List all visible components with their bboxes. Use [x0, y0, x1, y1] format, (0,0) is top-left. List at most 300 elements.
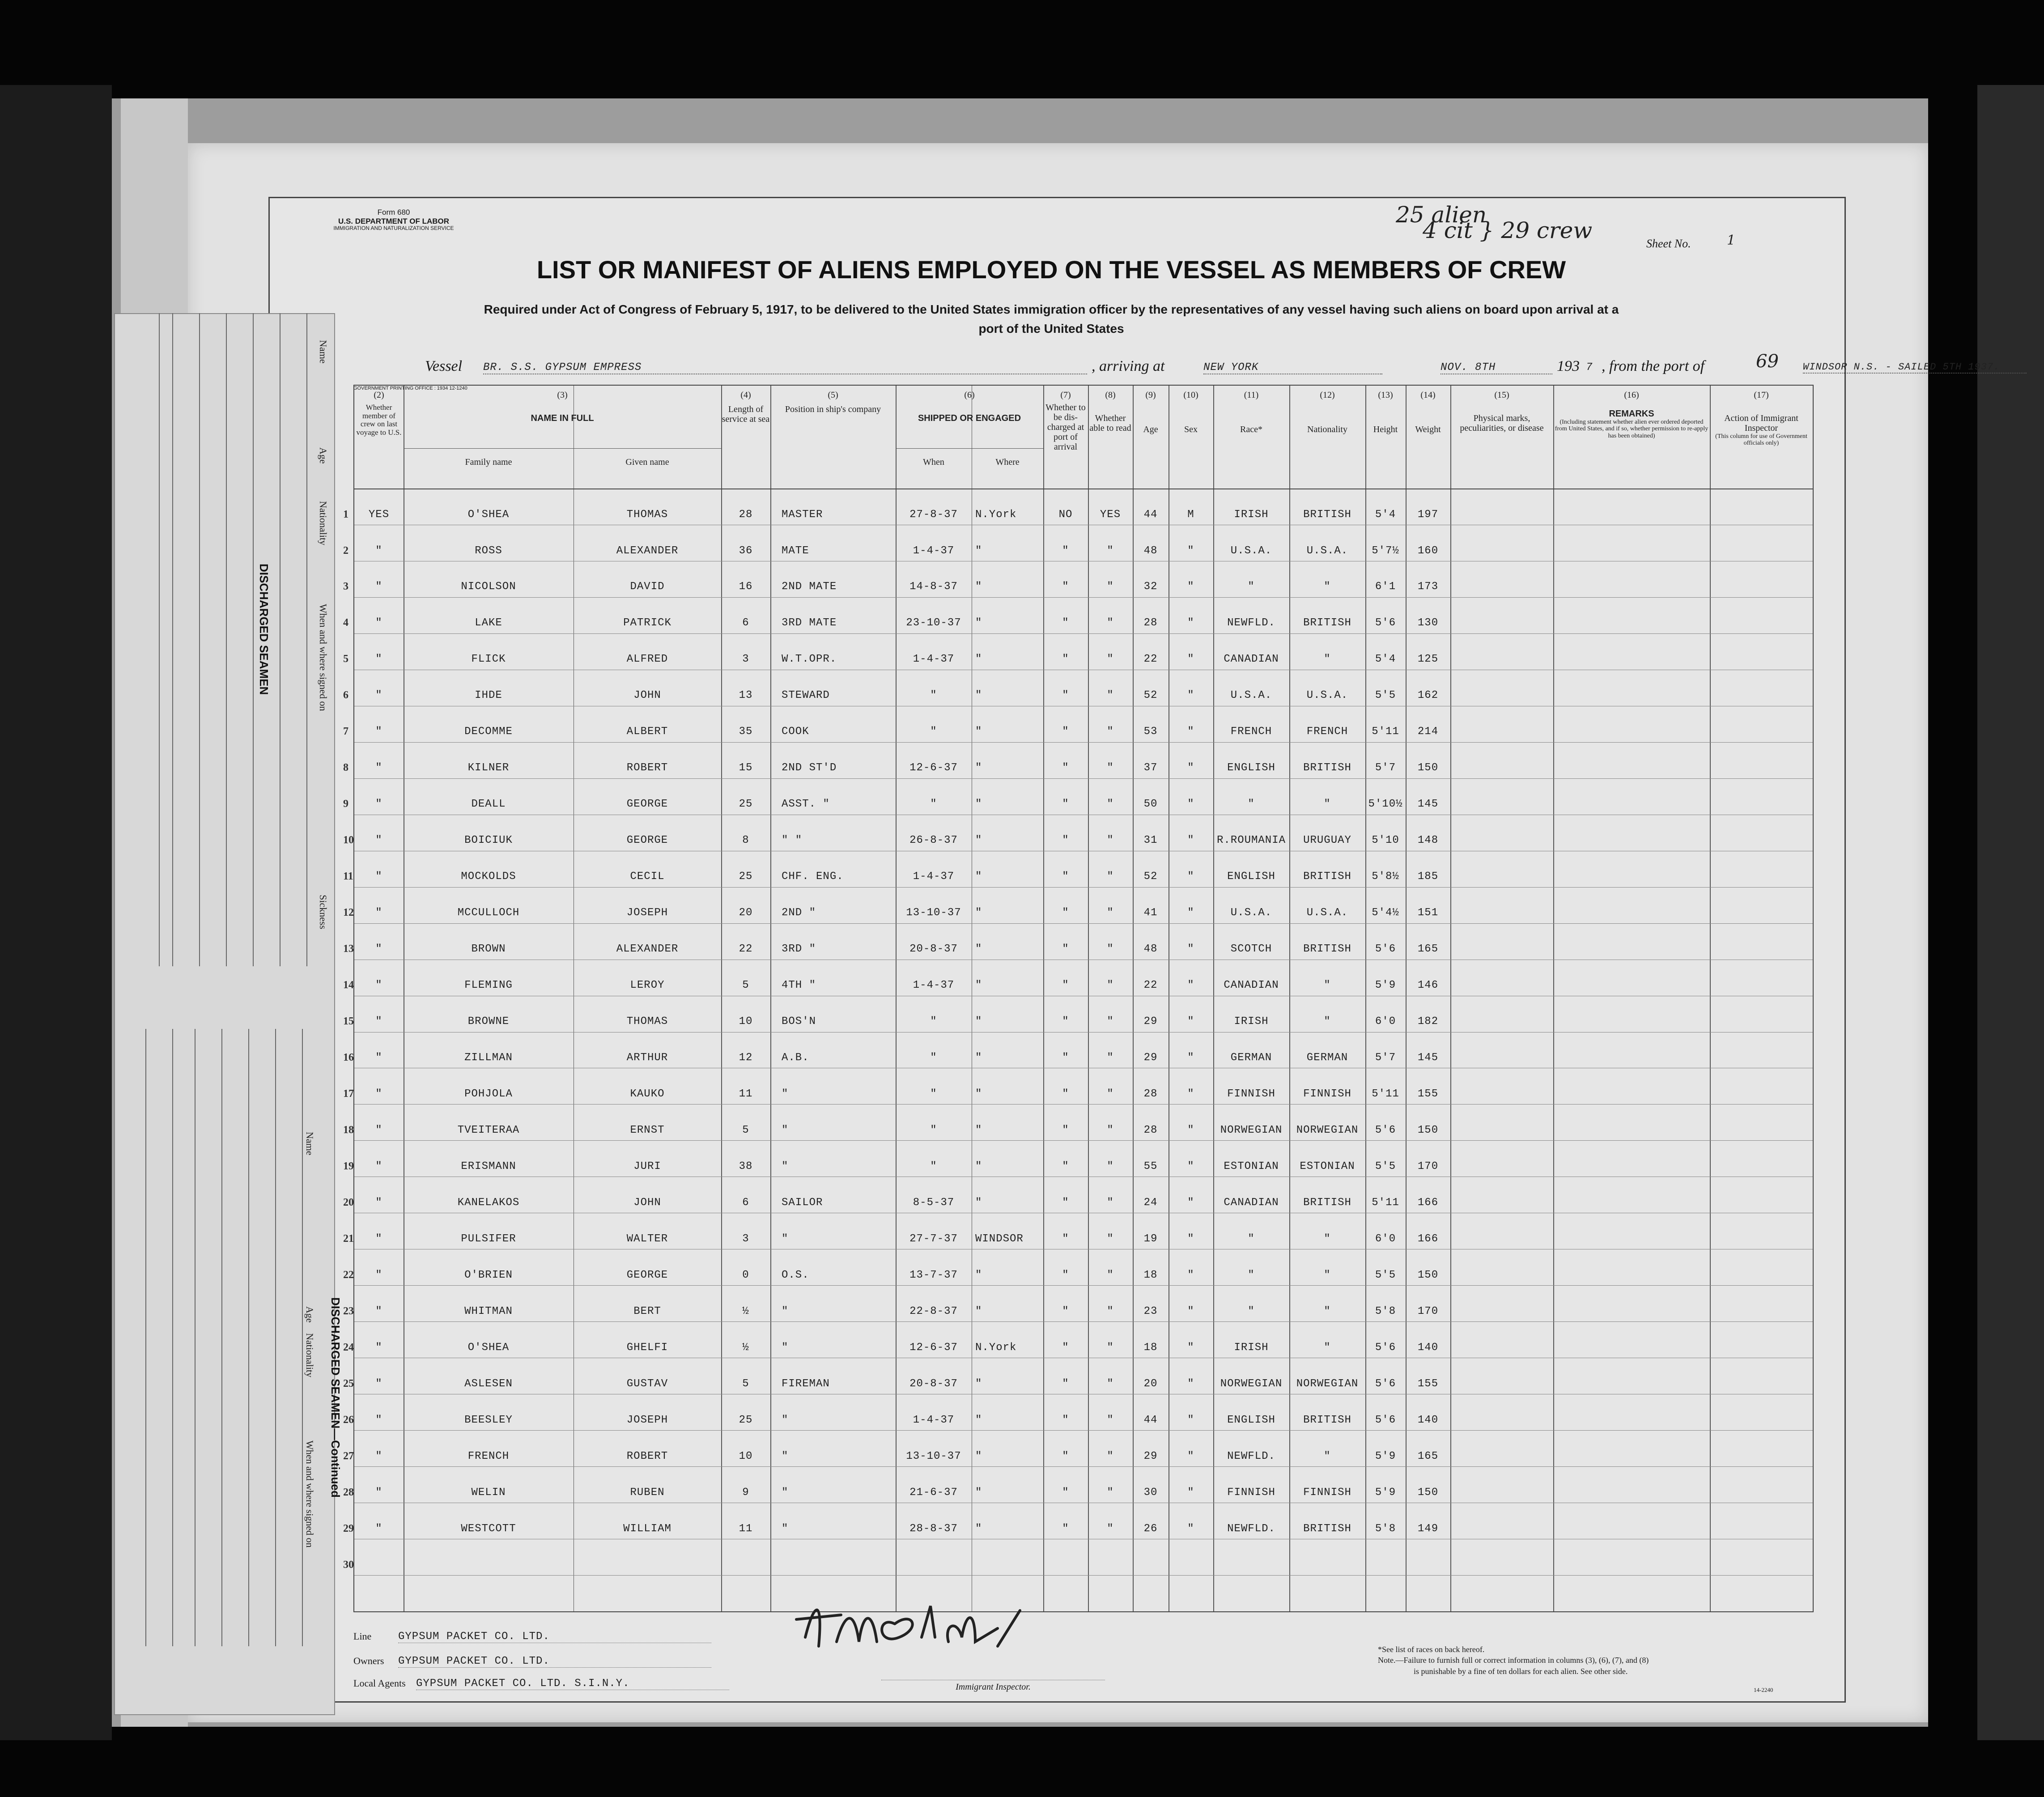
cell-last: " — [375, 544, 382, 557]
row-number: 1 — [343, 508, 348, 520]
cell-when: " — [930, 689, 937, 702]
cell-where: " — [975, 1269, 982, 1281]
cell-nat: ESTONIAN — [1300, 1160, 1355, 1173]
from-port: WINDSOR N.S. - SAILED 5TH 1937. — [1803, 361, 2027, 374]
discharged-nationality-label-2: Nationality — [304, 1333, 315, 1377]
table-row — [343, 1522, 1813, 1537]
table-row — [343, 617, 1813, 631]
cell-height: 6'1 — [1375, 581, 1396, 593]
cell-family: O'SHEA — [467, 1341, 510, 1354]
col-header-2: (2) Whether member of crew on last voyage to U.S. — [356, 390, 402, 437]
cell-disch: NO — [1058, 508, 1073, 521]
cell-age: 44 — [1143, 1414, 1158, 1426]
cell-read: " — [1107, 1232, 1114, 1245]
cell-sex: " — [1187, 1269, 1194, 1281]
col-header-8: (8) Whether able to read — [1089, 390, 1131, 433]
cell-weight: 151 — [1417, 907, 1439, 919]
cell-height: 5'7½ — [1372, 544, 1399, 557]
cell-weight: 162 — [1417, 689, 1439, 702]
row-number: 23 — [343, 1305, 354, 1317]
cell-race: IRISH — [1234, 1015, 1269, 1028]
cell-sex: " — [1187, 1015, 1194, 1028]
cell-height: 5'6 — [1375, 1341, 1396, 1354]
cell-family: PULSIFER — [461, 1232, 516, 1245]
cell-given: ALEXANDER — [616, 943, 679, 956]
table-row — [343, 1450, 1813, 1465]
cell-height: 5'11 — [1372, 1196, 1399, 1209]
handwritten-note-line2: 4 cit } 29 crew — [1423, 217, 1593, 243]
cell-nat: BRITISH — [1303, 762, 1351, 774]
department-label: U.S. DEPARTMENT OF LABOR — [338, 217, 450, 225]
cell-weight: 197 — [1417, 508, 1439, 521]
cell-sex: " — [1187, 689, 1194, 702]
cell-service: 36 — [739, 544, 753, 557]
cell-read: " — [1107, 798, 1114, 811]
vessel-line — [353, 358, 2000, 380]
cell-sex: " — [1187, 907, 1194, 919]
cell-disch: " — [1062, 1196, 1069, 1209]
cell-when: 21-6-37 — [909, 1486, 958, 1499]
cell-nat: BRITISH — [1303, 943, 1351, 956]
cell-disch: " — [1062, 1414, 1069, 1426]
cell-where: " — [975, 1160, 982, 1173]
page-title: LIST OR MANIFEST OF ALIENS EMPLOYED ON THE VESSEL AS MEMBERS OF CREW — [536, 255, 1566, 284]
table-row — [343, 1088, 1813, 1102]
agents-label: Local Agents — [353, 1678, 406, 1689]
cell-when: " — [930, 726, 937, 738]
cell-sex: " — [1187, 1305, 1194, 1317]
cell-height: 5'8 — [1375, 1305, 1396, 1317]
row-number: 13 — [343, 943, 354, 955]
row-number: 12 — [343, 907, 354, 919]
cell-where: " — [975, 544, 982, 557]
cell-position: " — [782, 1232, 789, 1245]
cell-race: " — [1248, 1232, 1255, 1245]
cell-service: 5 — [742, 1124, 749, 1136]
cell-last: YES — [368, 508, 390, 521]
cell-sex: " — [1187, 1341, 1194, 1354]
cell-disch: " — [1062, 1450, 1069, 1462]
cell-when: " — [930, 1124, 937, 1136]
cell-disch: " — [1062, 581, 1069, 593]
table-row — [343, 581, 1813, 595]
discharged-nationality-label: Nationality — [318, 501, 329, 545]
cell-given: CECIL — [630, 871, 665, 883]
cell-family: WELIN — [471, 1486, 506, 1499]
cell-position: FIREMAN — [782, 1377, 830, 1390]
cell-nat: FRENCH — [1306, 726, 1348, 738]
cell-sex: " — [1187, 798, 1194, 811]
table-row — [343, 1015, 1813, 1030]
cell-height: 5'5 — [1375, 1160, 1396, 1173]
cell-sex: " — [1187, 762, 1194, 774]
cell-race: " — [1248, 581, 1255, 593]
cell-given: GEORGE — [626, 1269, 668, 1281]
manifest-table — [343, 385, 1814, 1612]
table-row — [343, 907, 1813, 921]
cell-age: 28 — [1143, 1124, 1158, 1136]
cell-service: ½ — [742, 1305, 749, 1317]
year-suffix: 7 — [1586, 361, 1593, 374]
cell-height: 5'9 — [1375, 1486, 1396, 1499]
cell-nat: BRITISH — [1303, 871, 1351, 883]
form-code: 14-2240 — [1754, 1687, 1773, 1693]
cell-disch: " — [1062, 834, 1069, 847]
cell-height: 5'6 — [1375, 617, 1396, 629]
form-header-block — [327, 208, 461, 232]
cell-age: 29 — [1143, 1450, 1158, 1462]
arriving-label: , arriving at — [1092, 358, 1165, 374]
cell-family: WESTCOTT — [461, 1522, 516, 1535]
cell-disch: " — [1062, 1052, 1069, 1064]
cell-disch: " — [1062, 798, 1069, 811]
cell-given: ROBERT — [626, 1450, 668, 1462]
cell-position: " — [782, 1160, 789, 1173]
cell-given: GHELFI — [626, 1341, 668, 1354]
cell-service: 25 — [739, 1414, 753, 1426]
cell-read: " — [1107, 1088, 1114, 1100]
cell-given: GUSTAV — [626, 1377, 668, 1390]
cell-age: 18 — [1143, 1269, 1158, 1281]
table-row — [343, 653, 1813, 667]
cell-given: BERT — [633, 1305, 661, 1317]
cell-last: " — [375, 617, 382, 629]
cell-last: " — [375, 1414, 382, 1426]
cell-given: ALEXANDER — [616, 544, 679, 557]
cell-read: " — [1107, 726, 1114, 738]
cell-where: " — [975, 834, 982, 847]
scan-left-edge — [0, 85, 112, 1740]
cell-weight: 160 — [1417, 544, 1439, 557]
cell-last: " — [375, 653, 382, 666]
cell-given: THOMAS — [626, 508, 668, 521]
cell-height: 5'4½ — [1372, 907, 1399, 919]
cell-last: " — [375, 943, 382, 956]
cell-last: " — [375, 1377, 382, 1390]
cell-disch: " — [1062, 1232, 1069, 1245]
cell-disch: " — [1062, 1124, 1069, 1136]
cell-when: 8-5-37 — [913, 1196, 955, 1209]
cell-weight: 166 — [1417, 1232, 1439, 1245]
cell-given: THOMAS — [626, 1015, 668, 1028]
cell-given: RUBEN — [630, 1486, 665, 1499]
cell-weight: 140 — [1417, 1414, 1439, 1426]
col-header-15: (15) Physical marks, peculiarities, or disease — [1460, 390, 1544, 433]
crew-rows — [343, 489, 1813, 1611]
row-number: 15 — [343, 1015, 354, 1028]
cell-where: " — [975, 1377, 982, 1390]
cell-where: " — [975, 1522, 982, 1535]
cell-nat: " — [1324, 1305, 1331, 1317]
cell-weight: 155 — [1417, 1088, 1439, 1100]
cell-last: " — [375, 907, 382, 919]
row-number: 7 — [343, 726, 348, 738]
cell-disch: " — [1062, 689, 1069, 702]
cell-where: " — [975, 871, 982, 883]
cell-disch: " — [1062, 907, 1069, 919]
cell-sex: M — [1187, 508, 1194, 521]
cell-race: U.S.A. — [1230, 689, 1272, 702]
cell-sex: " — [1187, 617, 1194, 629]
col-header-9: (9) Age — [1143, 390, 1158, 434]
cell-last: " — [375, 834, 382, 847]
discharged-sickness-label: Sickness — [318, 895, 329, 929]
cell-read: " — [1107, 1341, 1114, 1354]
discharged-title: DISCHARGED SEAMEN — [257, 564, 271, 695]
cell-position: STEWARD — [782, 689, 830, 702]
cell-service: 13 — [739, 689, 753, 702]
cell-when: " — [930, 1052, 937, 1064]
arriving-port: NEW YORK — [1203, 361, 1382, 374]
col-header-family: Family name — [465, 457, 512, 467]
cell-family: ZILLMAN — [464, 1052, 513, 1064]
cell-race: ENGLISH — [1227, 871, 1275, 883]
cell-service: 22 — [739, 943, 753, 956]
cell-last: " — [375, 798, 382, 811]
cell-nat: NORWEGIAN — [1296, 1124, 1359, 1136]
cell-where: " — [975, 907, 982, 919]
cell-weight: 165 — [1417, 1450, 1439, 1462]
cell-read: " — [1107, 1269, 1114, 1281]
cell-height: 5'8 — [1375, 1522, 1396, 1535]
cell-when: 23-10-37 — [906, 617, 961, 629]
cell-where: " — [975, 653, 982, 666]
cell-read: " — [1107, 871, 1114, 883]
cell-height: 5'6 — [1375, 1414, 1396, 1426]
cell-when: 20-8-37 — [909, 1377, 958, 1390]
cell-given: JOSEPH — [626, 907, 668, 919]
cell-age: 44 — [1143, 508, 1158, 521]
cell-when: 1-4-37 — [913, 871, 955, 883]
cell-position: A.B. — [782, 1052, 809, 1064]
cell-weight: 166 — [1417, 1196, 1439, 1209]
row-number: 11 — [343, 871, 353, 883]
arrival-date: NOV. 8TH — [1441, 361, 1552, 374]
cell-disch: " — [1062, 653, 1069, 666]
cell-age: 22 — [1143, 653, 1158, 666]
cell-family: DEALL — [471, 798, 506, 811]
cell-race: CANADIAN — [1224, 653, 1279, 666]
cell-last: " — [375, 1052, 382, 1064]
cell-position: " — [782, 1522, 789, 1535]
cell-where: " — [975, 1414, 982, 1426]
cell-age: 23 — [1143, 1305, 1158, 1317]
cell-nat: U.S.A. — [1306, 544, 1348, 557]
cell-disch: " — [1062, 1522, 1069, 1535]
cell-read: " — [1107, 979, 1114, 992]
cell-when: 28-8-37 — [909, 1522, 958, 1535]
cell-where: " — [975, 1196, 982, 1209]
cell-read: " — [1107, 581, 1114, 593]
cell-disch: " — [1062, 762, 1069, 774]
cell-read: " — [1107, 1486, 1114, 1499]
table-row — [343, 798, 1813, 812]
row-number: 29 — [343, 1522, 354, 1534]
col-header-17: (17) Action of Immigrant Inspector (This column for use of Government officials only) — [1715, 390, 1807, 447]
table-row — [343, 1232, 1813, 1247]
col-header-when: When — [923, 457, 944, 467]
cell-service: 5 — [742, 979, 749, 992]
year-prefix: 193 — [1557, 358, 1580, 374]
form-number: Form 680 — [377, 208, 410, 217]
cell-nat: " — [1324, 1341, 1331, 1354]
cell-sex: " — [1187, 1160, 1194, 1173]
cell-given: ALBERT — [626, 726, 668, 738]
cell-height: 5'4 — [1375, 653, 1396, 666]
cell-age: 55 — [1143, 1160, 1158, 1173]
cell-race: IRISH — [1234, 1341, 1269, 1354]
col-header-14: (14) Weight — [1415, 390, 1441, 434]
cell-read: " — [1107, 1522, 1114, 1535]
cell-weight: 140 — [1417, 1341, 1439, 1354]
discharged-seamen-lower — [119, 1029, 342, 1646]
cell-service: ½ — [742, 1341, 749, 1354]
cell-race: U.S.A. — [1230, 544, 1272, 557]
footer-notes — [1378, 1644, 1649, 1677]
scan-right-edge — [1977, 85, 2044, 1740]
table-row — [343, 1052, 1813, 1066]
cell-read: " — [1107, 907, 1114, 919]
cell-service: 11 — [739, 1522, 753, 1535]
cell-age: 37 — [1143, 762, 1158, 774]
cell-sex: " — [1187, 1414, 1194, 1426]
cell-nat: " — [1324, 979, 1331, 992]
cell-race: U.S.A. — [1230, 907, 1272, 919]
cell-age: 28 — [1143, 1088, 1158, 1100]
row-number: 16 — [343, 1052, 354, 1064]
cell-last: " — [375, 1450, 382, 1462]
cell-given: JOHN — [633, 689, 661, 702]
cell-race: CANADIAN — [1224, 1196, 1279, 1209]
cell-sex: " — [1187, 1486, 1194, 1499]
cell-last: " — [375, 1232, 382, 1245]
cell-read: " — [1107, 689, 1114, 702]
cell-age: 41 — [1143, 907, 1158, 919]
cell-disch: " — [1062, 1269, 1069, 1281]
subtitle-line1: Required under Act of Congress of February 5, 1917, to be delivered to the United States immigration officer by the representatives of any vessel having such aliens on board upon arrival at a — [484, 302, 1619, 316]
cell-read: " — [1107, 834, 1114, 847]
cell-nat: URUGUAY — [1303, 834, 1351, 847]
cell-disch: " — [1062, 1341, 1069, 1354]
row-number: 19 — [343, 1160, 354, 1172]
cell-position: 2ND ST'D — [782, 762, 837, 774]
cell-given: ROBERT — [626, 762, 668, 774]
cell-age: 29 — [1143, 1052, 1158, 1064]
cell-family: LAKE — [475, 617, 502, 629]
cell-position: " — [782, 1450, 789, 1462]
cell-where: " — [975, 1088, 982, 1100]
cell-sex: " — [1187, 581, 1194, 593]
cell-position: 3RD MATE — [782, 617, 837, 629]
cell-nat: BRITISH — [1303, 1522, 1351, 1535]
cell-sex: " — [1187, 653, 1194, 666]
cell-weight: 170 — [1417, 1305, 1439, 1317]
cell-read: " — [1107, 1052, 1114, 1064]
table-row — [343, 1559, 1813, 1573]
cell-family: ROSS — [475, 544, 502, 557]
cell-given: ERNST — [630, 1124, 665, 1136]
cell-height: 5'5 — [1375, 1269, 1396, 1281]
cell-service: 10 — [739, 1015, 753, 1028]
cell-height: 5'8½ — [1372, 871, 1399, 883]
cell-weight: 170 — [1417, 1160, 1439, 1173]
cell-sex: " — [1187, 1450, 1194, 1462]
cell-service: 3 — [742, 653, 749, 666]
cell-when: " — [930, 1088, 937, 1100]
cell-last: " — [375, 871, 382, 883]
cell-position: MASTER — [782, 508, 823, 521]
table-row — [343, 1414, 1813, 1428]
cell-family: MCCULLOCH — [457, 907, 520, 919]
cell-given: JOHN — [633, 1196, 661, 1209]
cell-weight: 150 — [1417, 762, 1439, 774]
cell-family: DECOMME — [464, 726, 513, 738]
cell-position: " — [782, 1414, 789, 1426]
cell-last: " — [375, 979, 382, 992]
cell-weight: 185 — [1417, 871, 1439, 883]
cell-last: " — [375, 726, 382, 738]
cell-position: " — [782, 1124, 789, 1136]
row-number: 4 — [343, 617, 348, 629]
subtitle-line2: port of the United States — [978, 322, 1124, 336]
cell-family: BEESLEY — [464, 1414, 513, 1426]
cell-where: " — [975, 581, 982, 593]
cell-given: ARTHUR — [626, 1052, 668, 1064]
cell-service: 16 — [739, 581, 753, 593]
cell-service: 28 — [739, 508, 753, 521]
row-number: 21 — [343, 1232, 354, 1245]
col-header-16: (16) REMARKS (Including statement whether alien ever ordered deported from United States, and if so, whether permission to re-apply has been obtained) — [1555, 390, 1708, 439]
cell-race: " — [1248, 1305, 1255, 1317]
cell-age: 24 — [1143, 1196, 1158, 1209]
col-header-13: (13) Height — [1373, 390, 1398, 434]
cell-where: " — [975, 1015, 982, 1028]
cell-height: 5'11 — [1372, 1088, 1399, 1100]
table-row — [343, 1341, 1813, 1356]
line-label: Line — [353, 1631, 372, 1642]
cell-nat: FINNISH — [1303, 1486, 1351, 1499]
cell-weight: 182 — [1417, 1015, 1439, 1028]
cell-weight: 150 — [1417, 1124, 1439, 1136]
cell-race: GERMAN — [1230, 1052, 1272, 1064]
cell-last: " — [375, 689, 382, 702]
cell-nat: " — [1324, 581, 1331, 593]
cell-when: 12-6-37 — [909, 1341, 958, 1354]
cell-sex: " — [1187, 979, 1194, 992]
cell-where: " — [975, 1052, 982, 1064]
col-header-11: (11) Race* — [1240, 390, 1262, 434]
cell-weight: 145 — [1417, 798, 1439, 811]
cell-service: 38 — [739, 1160, 753, 1173]
cell-given: ALFRED — [626, 653, 668, 666]
row-number: 9 — [343, 798, 348, 810]
cell-service: 12 — [739, 1052, 753, 1064]
cell-last: " — [375, 1269, 382, 1281]
cell-given: DAVID — [630, 581, 665, 593]
cell-sex: " — [1187, 943, 1194, 956]
cell-when: 12-6-37 — [909, 762, 958, 774]
sheet-label: Sheet No. — [1646, 237, 1691, 250]
cell-service: 6 — [742, 617, 749, 629]
cell-service: 10 — [739, 1450, 753, 1462]
cell-service: 3 — [742, 1232, 749, 1245]
cell-weight: 148 — [1417, 834, 1439, 847]
table-row — [343, 979, 1813, 994]
cell-height: 5'4 — [1375, 508, 1396, 521]
cell-service: 11 — [739, 1088, 753, 1100]
cell-when: 13-10-37 — [906, 907, 961, 919]
cell-age: 26 — [1143, 1522, 1158, 1535]
